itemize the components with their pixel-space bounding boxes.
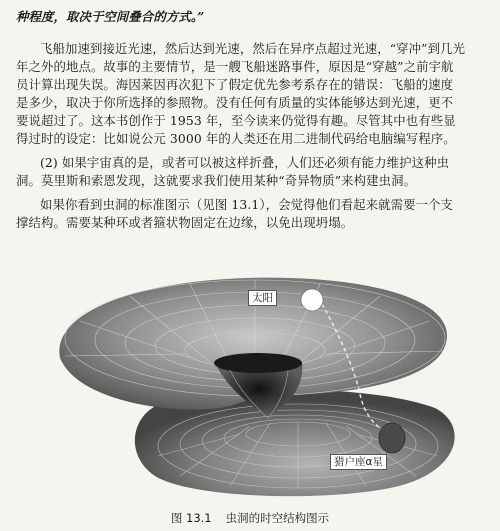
text-line: 飞船加速到接近光速，然后达到光速，然后在异序点超过光速，“穿冲”到几光 xyxy=(40,41,466,56)
star-marker xyxy=(379,423,405,453)
text-line: 撑结构。需要某种环或者箍状物固定在边缘，以免出现坍塌。 xyxy=(16,215,354,230)
text-line: 要说超过了。这本书创作于 1953 年，至今读来仍觉得有趣。尽管其中也有些显 xyxy=(16,113,456,128)
wormhole-figure xyxy=(40,266,480,504)
text-line: 洞。莫里斯和索恩发现，这就要求我们使用某种“奇异物质”来构建虫洞。 xyxy=(16,173,417,188)
caption-number: 图 13.1 xyxy=(170,511,212,525)
sun-marker xyxy=(301,289,323,311)
text-line: 种程度，取决于空间叠合的方式。” xyxy=(16,9,205,24)
text-line: 年之外的地点。故事的主要情节，是一艘飞船迷路事件，原因是“穿越”之前宇航 xyxy=(16,59,454,74)
figure-caption xyxy=(0,510,500,526)
text-line: 员计算出现失误。海因莱因再次犯下了假定优先参考系存在的错误：飞船的速度 xyxy=(16,77,454,92)
caption-text: 虫洞的时空结构图示 xyxy=(225,511,330,525)
text-line: 是多少，取决于你所选择的参照物。没有任何有质量的实体能够达到光速，更不 xyxy=(16,95,454,110)
star-label: 猎户座α星 xyxy=(330,454,387,470)
text-line: (2) 如果宇宙真的是，或者可以被这样折叠，人们还必须有能力维护这种虫 xyxy=(40,155,450,170)
text-line: 得过时的设定：比如说公元 3000 年的人类还在用二进制代码给电脑编写程序。 xyxy=(16,131,456,146)
text-line: 如果你看到虫洞的标准图示（见图 13.1），会觉得他们看起来就需要一个支 xyxy=(40,197,454,212)
sun-label: 太阳 xyxy=(248,290,277,306)
